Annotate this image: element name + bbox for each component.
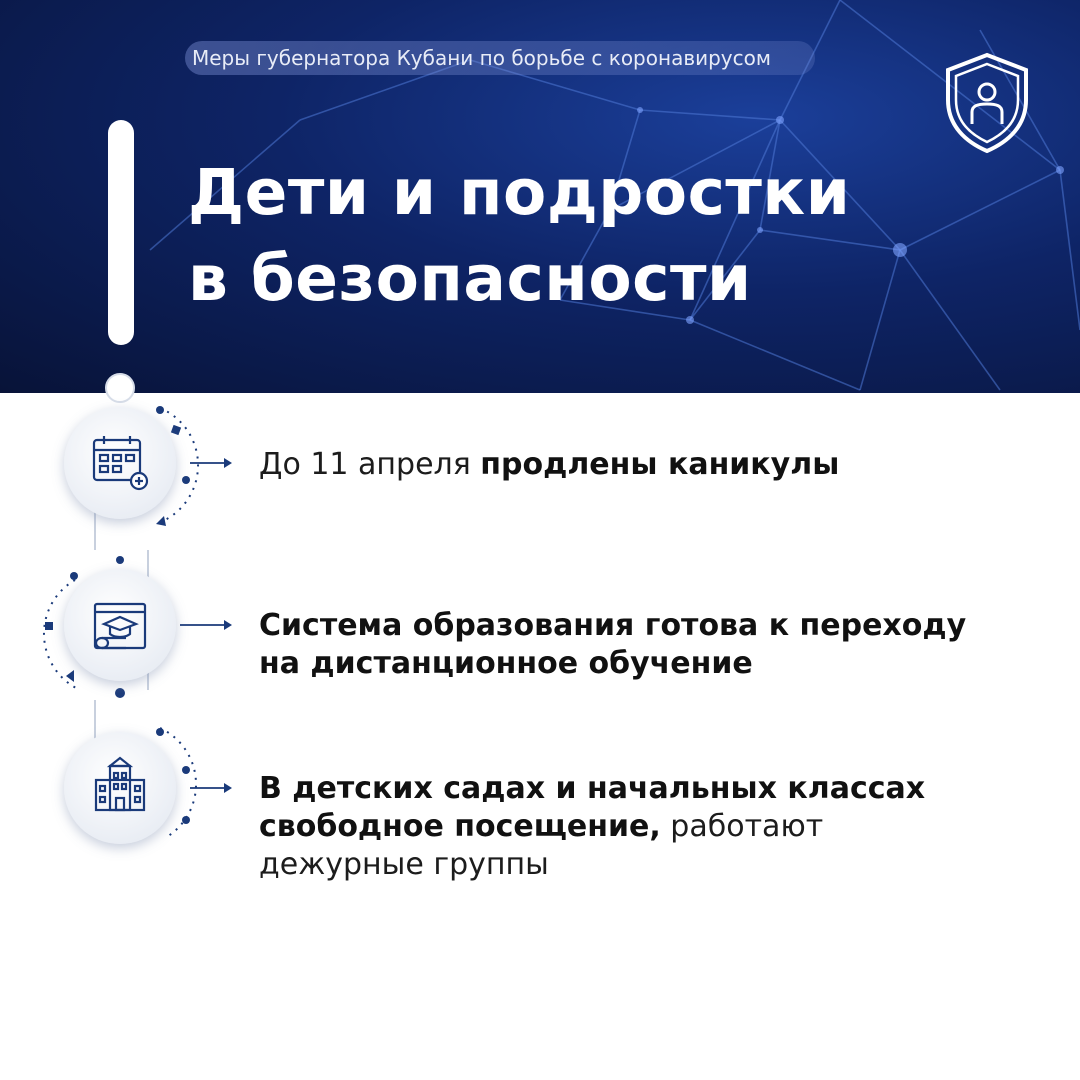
school-node	[64, 732, 176, 844]
title-line-1: Дети и подростки	[188, 156, 851, 229]
page-title	[188, 150, 850, 322]
item-3-text	[259, 770, 925, 884]
item-1-normal: До 11 апреля	[259, 447, 481, 482]
accent-bar	[108, 120, 134, 345]
item-1-text	[259, 446, 839, 484]
item-2-line-1: Система образования готова к переходу	[259, 608, 967, 643]
item-3-line-3: дежурные группы	[259, 847, 549, 882]
hero-banner	[0, 0, 1080, 393]
subtitle-tag	[185, 41, 815, 75]
title-line-2: в безопасности	[188, 242, 752, 315]
item-2-text	[259, 607, 966, 683]
item-3-line-1: В детских садах и начальных классах	[259, 771, 926, 806]
subtitle-tag-text: Меры губернатора Кубани по борьбе с коронавирусом	[192, 46, 771, 70]
item-3-line-2-normal: работают	[660, 809, 824, 844]
shield-person-icon	[944, 52, 1030, 154]
item-3-line-2-bold: свободное посещение,	[259, 809, 661, 844]
calendar-node	[64, 407, 176, 519]
education-node	[64, 569, 176, 681]
item-1-bold: продлены каникулы	[480, 447, 840, 482]
timeline-graphic	[0, 360, 260, 920]
item-2-line-2: на дистанционное обучение	[259, 646, 753, 681]
